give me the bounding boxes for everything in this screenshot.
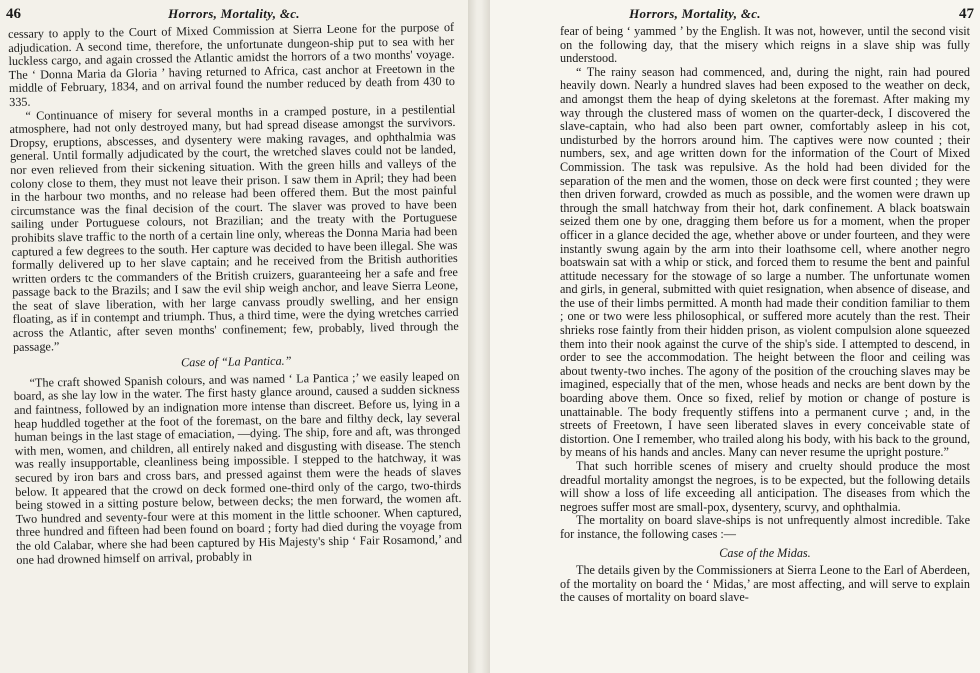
running-head: Horrors, Mortality, &c. [168,6,300,21]
left-page-body [8,21,462,567]
paragraph: That such horrible scenes of misery and cruelty should produce the most dreadful mortality amongst the negroes, is to be expected, but the following details will show a loss of life exceeding all anticipation. The diseases from which the negroes suffer most are small-pox, dysentery, scurvy, and ophthalmia. [560,459,970,514]
paragraph: cessary to apply to the Court of Mixed Commission at Sierra Leone for the purpose of adjudication. A second time, therefore, the unfortunate dungeon-ship put to sea with her luckless cargo, and again crossed the Atlantic amidst the horrors of a two months' voyage. The ‘ Donna Maria da Gloria ’ having returned to Africa, cast anchor at Freetown in the middle of February, 1834, and on arrival found the number reduced by death from 430 to 335. [7,19,456,109]
paragraph: “ The rainy season had commenced, and, during the night, rain had poured heavily down. Nearly a hundred slaves had been exposed to the weather on deck, and amongst them the heap of dying skeletons at the foremast. After making my way through the clustered mass of women on the quarter-deck, I discovered the slave-captain, who had also been part owner, comfortably asleep in his cot, undisturbed by the horrors around him. The captives were now counted ; their numbers, sex, and age written down for the information of the Court of Mixed Commission. The task was repulsive. As the hold had been divided for the separation of the men and the women, those on deck were first counted ; they were then driven forward, crowded as much as possible, and the women were drawn up through the small hatchway from their hot, dark confinement. A black boatswain seized them one by one, dragging them before us for a moment, when the proper officer in a glance decided the age, whether above or under fourteen, and they were instantly swung again by the arm into their loathsome cell, where another negro boatswain sat with a whip or stick, and forced them to resume the bent and painful attitude necessary for the stowage of so large a number. The unfortunate women and girls, in general, submitted with quiet resignation, when absence of disease, and the use of their limbs permitted. A month had made their condition familiar to them ; one or two were less philosophical, or suffered more acutely than the rest. Their shrieks rose faintly from their hidden prison, as violent compulsion alone squeezed them into their nook against the curve of the ship's side. I attempted to descend, in order to see the accommodation. The height between the floor and ceiling was about twenty-two inches. The agony of the position of the crouching slaves may be imagined, especially that of the men, whose heads and necks are bent down by the boarding above them. Once so fixed, relief by motion or change of posture is unattainable. The body frequently stiffens into a permanent curve ; and, in the streets of Freetown, I have seen liberated slaves in every conceivable state of distortion. One I remember, who trailed along his body, with his back to the ground, by means of his hands and ancles. Many can never resume the upright posture.” [560,64,970,460]
running-head: Horrors, Mortality, &c. [629,6,761,21]
paragraph: “The craft showed Spanish colours, and was named ‘ La Pantica ;’ we easily leaped on board, as she lay low in the water. The first hasty glance around, caused a sudden sickness and faintness, followed by an indignation more intense than discreet. Before us, lying in a heap huddled together at the foot of the foremast, on the bare and filthy deck, lay several human beings in the last stage of emaciation, —dying. The ship, fore and aft, was thronged with men, women, and children, all entirely naked and disgusting with disease. The stench was really insupportable, cleanliness being impossible. I stepped to the hatchway, it was secured by iron bars and cross bars, and pressed against them were the heads of slaves below. It appeared that the crowd on deck formed one-third only of the cargo, two-thirds being stowed in a sitting posture below, between decks; the men forward, the women aft. Two hundred and seventy-four were at this moment in the little schooner. When captured, three hundred and fifteen had been found on board ; forty had died during the voyage from the old Calabar, where she had been captured by His Majesty's ship ‘ Fair Rosamond,’ and one had drowned himself on arrival, probably in [13,368,463,567]
paragraph: The details given by the Commissioners at Sierra Leone to the Earl of Aberdeen, of the mortality on board the ‘ Midas,’ are most affecting, and will serve to explain the causes of mortality on board slave- [560,563,970,605]
paragraph: fear of being ‘ yammed ’ by the English. It was not, however, until the second visit on the following day, that the misery which reigns in a slave ship was fully understood. [560,24,970,66]
book-gutter [468,0,490,673]
right-page-body [560,25,970,605]
paragraph: The mortality on board slave-ships is not unfrequently almost incredible. Take for instance, the following cases :— [560,513,970,541]
paragraph: “ Continuance of misery for several months in a cramped posture, in a pestilential atmosphere, had not only destroyed many, but had spread disease amongst the survivors. Dropsy, eruptions, abscesses, and dysentery were making ravages, and ophthalmia was general. Until formally adjudicated by the court, the wretched slaves could not be landed, nor even relieved from their sickening situation. With the green hills and valleys of the colony close to them, they must not leave their prison. I saw them in April; they had been in the harbour two months, and no release had been offered them. But the most painful circumstance was the final decision of the court. The slaver was proved to have been sailing under Portuguese colours, not Brazilian; and the treaty with the Portuguese prohibits slave traffic to the north of a certain line only, whereas the Donna Maria had been captured a few degrees to the south. Her capture was decided to have been illegal. She was formally delivered up to her slave captain; and he received from the British authorities written orders tc the commanders of the British cruizers, guaranteeing her a safe and free passage back to the Brazils; and I saw the evil ship weigh anchor, and leave Sierra Leone, the seat of slave liberation, with her large canvass proudly swelling, and her ensign floating, as if in contempt and triumph. Thus, a third time, were the dying wretches carried across the Atlantic, after seven months' confinement; few, probably, lived through the passage.” [9,101,459,354]
left-page [0,0,468,673]
case-heading: Case of “La Pantica.” [180,353,292,370]
right-page [490,0,980,673]
case-heading: Case of the Midas. [719,545,811,560]
page-number: 46 [6,6,21,22]
page-number: 47 [959,6,974,22]
